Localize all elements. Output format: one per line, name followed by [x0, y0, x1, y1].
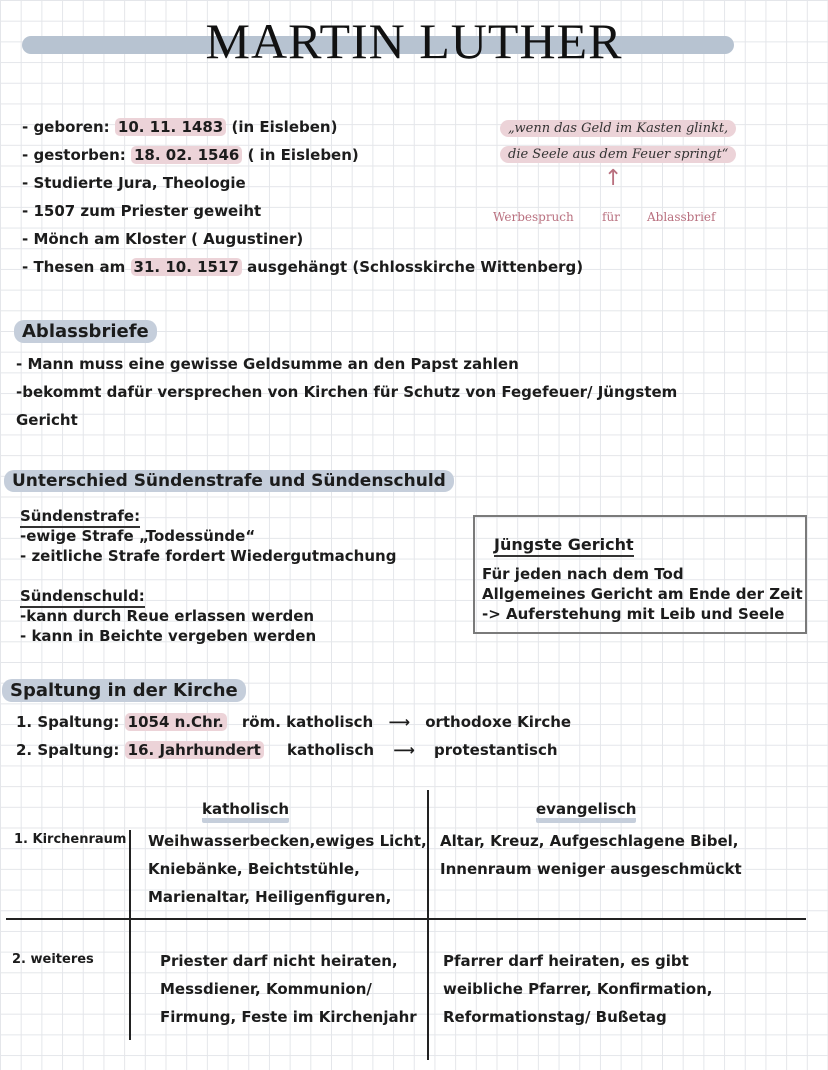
quote-label-fuer: für [602, 210, 620, 224]
table-cell: Innenraum weniger ausgeschmückt [440, 860, 742, 878]
quote-line-1: „wenn das Geld im Kasten glinkt, [500, 120, 736, 137]
box-line-2: Allgemeines Gericht am Ende der Zeit [482, 585, 803, 603]
box-line-1: Für jeden nach dem Tod [482, 565, 684, 583]
table-cell: Kniebänke, Beichtstühle, [148, 860, 360, 878]
fact-study: - Studierte Jura, Theologie [22, 174, 246, 192]
schuld-title: Sündenschuld: [20, 587, 145, 605]
quote-line-2: die Seele aus dem Feuer springt“ [500, 146, 736, 163]
died-date: 18. 02. 1546 [131, 146, 242, 164]
quote-label-ablassbrief: Ablassbrief [647, 210, 716, 224]
ablass-line-1: - Mann muss eine gewisse Geldsumme an den Papst zahlen [16, 355, 519, 373]
ablass-line-2: -bekommt dafür versprechen von Kirchen für Schutz von Fegefeuer/ Jüngstem [16, 383, 678, 401]
schuld-line-2: - kann in Beichte vergeben werden [20, 627, 317, 645]
table-cell: Pfarrer darf heiraten, es gibt [443, 952, 689, 970]
col-header-evangelisch: evangelisch [536, 800, 636, 818]
row-label-weiteres: 2. weiteres [12, 952, 94, 967]
heading-unterschied: Unterschied Sündenstrafe und Sündenschuld [4, 470, 454, 492]
table-cell: Marienaltar, Heiligenfiguren, [148, 888, 392, 906]
table-cell: Weihwasserbecken,ewiges Licht, [148, 832, 427, 850]
table-cell: weibliche Pfarrer, Konfirmation, [443, 980, 713, 998]
theses-date: 31. 10. 1517 [131, 258, 242, 276]
spaltung-1: 1. Spaltung: 1054 n.Chr. röm. katholisch ⟶ orthodoxe Kirche [16, 713, 572, 731]
heading-spaltung: Spaltung in der Kirche [2, 679, 246, 702]
page-title: MARTIN LUTHER [205, 13, 623, 69]
box-title: Jüngste Gericht [494, 535, 634, 554]
spaltung-2-date: 16. Jahrhundert [125, 741, 264, 759]
table-cell: Priester darf nicht heiraten, [160, 952, 398, 970]
table-divider-mid [427, 790, 429, 1060]
table-cell: Altar, Kreuz, Aufgeschlagene Bibel, [440, 832, 739, 850]
table-cell: Reformationstag/ Bußetag [443, 1008, 667, 1026]
row-label-kirchenraum: 1. Kirchenraum [14, 832, 127, 847]
box-line-3: -> Auferstehung mit Leib und Seele [482, 605, 785, 623]
strafe-line-1: -ewige Strafe „Todessünde“ [20, 527, 256, 545]
fact-priest: - 1507 zum Priester geweiht [22, 202, 262, 220]
fact-monk: - Mönch am Kloster ( Augustiner) [22, 230, 304, 248]
arrow-right-icon: ⟶ [393, 741, 415, 759]
born-date: 10. 11. 1483 [115, 118, 226, 136]
col-header-katholisch: katholisch [202, 800, 289, 818]
arrow-right-icon: ⟶ [388, 713, 410, 731]
table-divider-row [6, 918, 806, 920]
table-cell: Messdiener, Kommunion/ [160, 980, 372, 998]
fact-died: - gestorben: 18. 02. 1546 ( in Eisleben) [22, 146, 359, 164]
fact-theses: - Thesen am 31. 10. 1517 ausgehängt (Schlosskirche Wittenberg) [22, 258, 584, 276]
up-arrow-icon: ↑ [604, 166, 623, 191]
fact-born: - geboren: 10. 11. 1483 (in Eisleben) [22, 118, 338, 136]
table-divider-left [129, 830, 131, 1040]
quote-label-werbespruch: Werbespruch [493, 210, 574, 224]
strafe-title: Sündenstrafe: [20, 507, 140, 525]
spaltung-2: 2. Spaltung: 16. Jahrhundert katholisch ⟶ protestantisch [16, 741, 558, 759]
schuld-line-1: -kann durch Reue erlassen werden [20, 607, 315, 625]
table-cell: Firmung, Feste im Kirchenjahr [160, 1008, 417, 1026]
ablass-line-3: Gericht [16, 411, 78, 429]
spaltung-1-date: 1054 n.Chr. [125, 713, 227, 731]
strafe-line-2: - zeitliche Strafe fordert Wiedergutmachung [20, 547, 397, 565]
heading-ablassbriefe: Ablassbriefe [14, 320, 157, 343]
